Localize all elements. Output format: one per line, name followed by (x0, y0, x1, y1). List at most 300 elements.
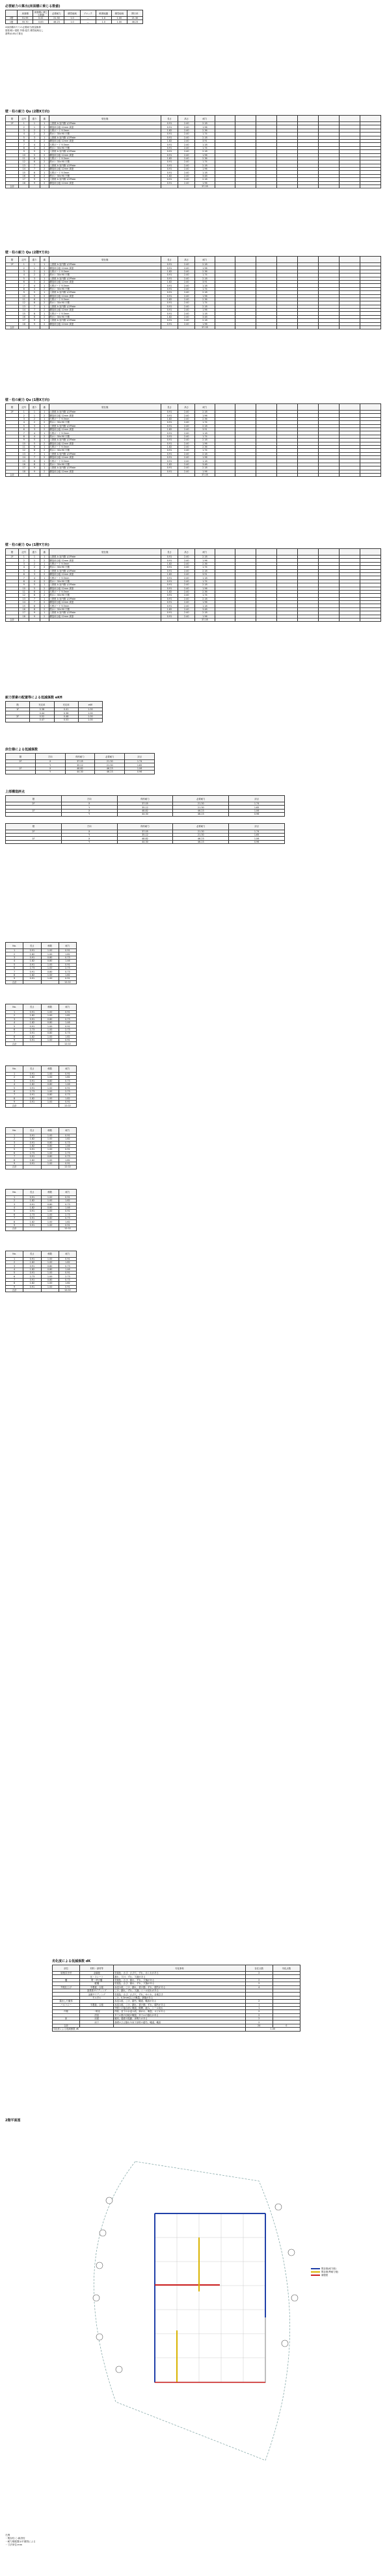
cell (23, 980, 41, 984)
cell: 46.23 (95, 767, 125, 770)
cell: 構造用合板 12mm 真壁 (49, 427, 161, 431)
cell: 1.18 (195, 576, 215, 580)
cell: 1 (245, 2006, 273, 2009)
cell: 51.95 (18, 17, 33, 20)
cell: 水浸み痕、こけ、腐朽、蟻道、蟻害がある (114, 2000, 245, 2003)
walls-1f-y-title: 壁・柱の耐力 Qu (1階Y方向) (5, 543, 49, 547)
cell: 1.06 (125, 767, 155, 770)
cell: 8 (6, 1097, 23, 1100)
cell: 2.18 (195, 439, 215, 442)
cell: 2.18 (195, 277, 215, 280)
cell: 21.30 (95, 760, 125, 763)
cell: 8 (6, 1158, 23, 1162)
cell: 0.80 (41, 1278, 59, 1281)
cell: 0.80 (41, 956, 59, 959)
cell: 9 (6, 1162, 23, 1165)
cell: 6 (29, 157, 40, 160)
cell: 9 (6, 1285, 23, 1288)
cell: 7 (19, 576, 29, 580)
cell: 0.73 (59, 1032, 76, 1035)
cell: 土塗壁 A 室内側 1/2Plate (49, 411, 161, 414)
column-header: 係数 (41, 1251, 59, 1257)
plan-legend (311, 2267, 338, 2277)
column-header-extra (235, 257, 256, 263)
cell: 石膏ボード 9.5mm (49, 590, 161, 593)
cell: 1 (29, 555, 40, 559)
column-header: No. (6, 1189, 23, 1195)
cell: 7 (19, 284, 29, 287)
cell (40, 474, 49, 477)
cell: 1.00 (111, 17, 127, 20)
table-row (6, 185, 381, 188)
column-header-extra (235, 404, 256, 411)
cell: 3.91 (195, 280, 215, 283)
cell: 0.91 (59, 1210, 76, 1213)
cell: 2.40 (178, 583, 195, 587)
cell (41, 980, 59, 984)
cell: 46.23 (173, 840, 229, 843)
cell: 1 (40, 452, 49, 455)
cell: 2.40 (178, 470, 195, 473)
cell (40, 326, 49, 329)
cell: 0.91 (59, 1025, 76, 1028)
cell: 1 (40, 143, 49, 146)
column-header: 必要耐力 (173, 796, 229, 802)
legend-swatch-red (311, 2275, 320, 2276)
cell: 7 (6, 1278, 23, 1281)
cell: 2.40 (178, 594, 195, 597)
cell: 1.00 (41, 1195, 59, 1199)
cell: 0.91 (161, 136, 178, 139)
grid-marker (275, 2204, 282, 2210)
column-header: 高さ (178, 116, 195, 122)
cell: 1 (40, 150, 49, 153)
cell: 2 (40, 153, 49, 157)
cell: 12 (19, 301, 29, 305)
cell: 1.96 (195, 442, 215, 445)
column-header-extra (277, 116, 298, 122)
column-header: 耐力 (59, 1065, 76, 1072)
column-header: 階 (6, 116, 19, 122)
cell: 2.40 (178, 555, 195, 559)
cell-empty (235, 326, 256, 329)
column-header: 記号 (19, 116, 29, 122)
ratio-section (5, 695, 103, 722)
cell: 1.82 (23, 1014, 41, 1017)
cell: 0.91 (161, 587, 178, 590)
strength-header: 必要耐力 (49, 10, 64, 17)
cell: 2 (6, 1014, 23, 1017)
cell (161, 185, 178, 188)
strength-row (6, 20, 143, 23)
cell: 6 (29, 445, 40, 448)
cell: 1 (40, 122, 49, 125)
cell: 3 (6, 1141, 23, 1144)
cell: 0.91 (161, 277, 178, 280)
cell: 1.00 (41, 1158, 59, 1162)
cell: 2.73 (23, 1275, 41, 1278)
cell: 0.91 (161, 449, 178, 452)
cell (23, 1104, 41, 1107)
column-header: 長さ (161, 257, 178, 263)
strength-header: 軟弱地盤 (96, 10, 111, 17)
column-header-extra (360, 549, 381, 555)
cell: 7 (29, 164, 40, 167)
column-header: 壁仕様 (49, 404, 161, 411)
cell: 構造用合板 12mm 真壁 (49, 181, 161, 185)
cell: 2 (40, 470, 49, 473)
plan-note: ・耐力壁配置は平面図による (5, 2540, 36, 2543)
cell-empty (298, 185, 319, 188)
cell: 8 (29, 463, 40, 466)
cell: 2 (19, 125, 29, 129)
cell-empty (215, 326, 235, 329)
cell: 18 (19, 470, 29, 473)
cell: 2.40 (178, 442, 195, 445)
cell: 4 (19, 274, 29, 277)
cell: 2.36 (195, 157, 215, 160)
cell: 2 (40, 294, 49, 298)
cell: 5 (6, 1148, 23, 1151)
cell: 瓦・スレート (80, 1975, 114, 1978)
cell: 2 (29, 566, 40, 569)
cell-empty (277, 185, 298, 188)
cell: 4 (29, 580, 40, 583)
cell: 2 (40, 566, 49, 569)
cell (19, 474, 29, 477)
cell: 1 (29, 559, 40, 562)
cell: 7 (6, 1216, 23, 1219)
column-header: 長さ (161, 549, 178, 555)
cell: — (80, 20, 96, 23)
cell: 1.00 (41, 1134, 59, 1137)
cell: 5 (29, 583, 40, 587)
cell: 17 (19, 611, 29, 615)
table-row (6, 813, 285, 816)
cell: Y (61, 813, 117, 816)
cell: 合計 (6, 980, 23, 984)
cell: 0.91 (161, 459, 178, 463)
cell: 2 (19, 266, 29, 270)
cell: 1.00 (78, 711, 102, 715)
cell: 3.91 (195, 572, 215, 576)
cell: 2 (40, 607, 49, 611)
cell (19, 185, 29, 188)
cell: 0.91 (161, 309, 178, 312)
cell: 2F (6, 830, 62, 833)
plan-title: 2階平面図 (5, 2119, 21, 2123)
strength-header: 床面積 (18, 10, 33, 17)
column-header: 耐力 (59, 1189, 76, 1195)
cell: 2.18 (195, 291, 215, 294)
cell: 1.82 (59, 1076, 76, 1079)
cell: 9 (19, 150, 29, 153)
cell: 0.91 (161, 168, 178, 171)
cell: 5 (29, 442, 40, 445)
cell: 1.18 (195, 284, 215, 287)
cell: 8 (29, 607, 40, 611)
cell: 15 (19, 171, 29, 174)
column-header: 長さ (23, 1127, 41, 1134)
cell: 8 (6, 1282, 23, 1285)
cell: 1 (40, 298, 49, 301)
cell: 土塗壁 A 室内側 1/2Plate (49, 164, 161, 167)
cell: 1 (40, 171, 49, 174)
cell: 10 (19, 587, 29, 590)
column-header-extra (298, 257, 319, 263)
cell: 6 (19, 427, 29, 431)
column-header-extra (319, 116, 340, 122)
walls-2f-x-title: 壁・柱の耐力 Qu (2階X方向) (5, 110, 50, 114)
cell: 窯業系サイディング (80, 1989, 114, 1992)
cell: 0.91 (161, 452, 178, 455)
cell: 4 (6, 1206, 23, 1209)
walls-1f-y-table (5, 548, 381, 622)
cell: 5 (6, 1210, 23, 1213)
cell: 1F (6, 837, 62, 840)
cell: Y (61, 840, 117, 843)
cell: 18 (19, 615, 29, 618)
cell: 2 (40, 139, 49, 142)
cell: 1.00 (41, 1285, 59, 1288)
cell: 8 (29, 174, 40, 177)
cell: 4 (29, 431, 40, 435)
cell (41, 1104, 59, 1107)
cell: 1F (6, 809, 62, 812)
cell: 0.91 (161, 171, 178, 174)
cell: 7 (29, 168, 40, 171)
cell: 7 (29, 452, 40, 455)
cell: 1.82 (23, 1268, 41, 1271)
cell: X (61, 830, 117, 833)
cell: 7 (29, 597, 40, 600)
cell: 0.73 (59, 1278, 76, 1281)
cell: 0.80 (41, 1268, 59, 1271)
cell: 2.36 (195, 298, 215, 301)
cell: 2.18 (195, 569, 215, 572)
cell: 2 (40, 594, 49, 597)
cell: 筋かい 30×90 片側 (49, 301, 161, 305)
cell: 1.65 (229, 833, 285, 836)
cell: 1.82 (59, 1220, 76, 1223)
column-header: 耐力 (59, 943, 76, 949)
cell: 1.46 (59, 1144, 76, 1147)
cell (40, 185, 49, 188)
cell: 1.46 (59, 1206, 76, 1209)
column-header: No. (6, 1065, 23, 1072)
cell: 土塗壁 A 室内側 1/2Plate (49, 555, 161, 559)
cell: 4 (6, 1144, 23, 1147)
cell: 1 (40, 129, 49, 132)
column-header-extra (340, 549, 360, 555)
column-header: 壁仕様 (49, 257, 161, 263)
cell: 13 (19, 452, 29, 455)
cell: 1.46 (59, 1268, 76, 1271)
cell: 0.48 (54, 715, 78, 718)
cell: 0.91 (161, 466, 178, 470)
cell: 1 (40, 157, 49, 160)
legend-label: 補強壁 (321, 2274, 328, 2276)
cell: 0.91 (23, 1285, 41, 1288)
column-header: 番 (40, 257, 49, 263)
cell: 1.65 (229, 806, 285, 809)
cell: 変退色、さび、割れ、ずれ、欠落がある (114, 1982, 245, 1985)
building-outline (155, 2213, 265, 2382)
cell: 2F (6, 122, 19, 125)
cell: 1.00 (245, 2028, 300, 2031)
cell: 0.96 (229, 813, 285, 816)
cell: 0.91 (59, 1271, 76, 1275)
cell: Y (35, 771, 65, 774)
cell: 15 (19, 312, 29, 315)
cell: 1.96 (195, 470, 215, 473)
cell: 4 (19, 421, 29, 424)
cell: 4 (6, 1021, 23, 1025)
cell: 2.73 (23, 1151, 41, 1154)
cell: 46.23 (173, 837, 229, 840)
cell: 3 (29, 569, 40, 572)
cell: 0.91 (23, 1264, 41, 1268)
legend-label: 既存壁(準耐力壁) (321, 2271, 339, 2273)
column-header: 方向 (35, 754, 65, 760)
cell: 構造用合板 12mm 真壁 (49, 587, 161, 590)
column-header-extra (360, 257, 381, 263)
cell: 2.36 (195, 590, 215, 593)
cell: 21.30 (49, 17, 64, 20)
cell: 0.91 (161, 594, 178, 597)
cell: 2.73 (59, 1275, 76, 1278)
cell: 2 (40, 133, 49, 136)
cell: 1 (40, 439, 49, 442)
cell: 2.40 (178, 459, 195, 463)
cell: 2.18 (195, 150, 215, 153)
legend-swatch-yellow (311, 2271, 320, 2273)
cell: 2 (29, 562, 40, 565)
cell: 1.96 (195, 168, 215, 171)
cell: 3 (29, 572, 40, 576)
floor-title: 床仕様による低減係数 (5, 748, 38, 752)
cell: 1.96 (195, 181, 215, 185)
cell: 2.40 (178, 559, 195, 562)
cell: 1.82 (23, 1082, 41, 1086)
cell: 2.40 (178, 263, 195, 266)
cell: 浴室 (80, 2013, 114, 2017)
cell: 1.18 (195, 459, 215, 463)
cell: Y (61, 806, 117, 809)
column-header: 高さ (178, 549, 195, 555)
column-header: 高さ (178, 404, 195, 411)
cell: 2.18 (195, 122, 215, 125)
cell: 水浸み痕、こけ、割れ、抜け節、ずれ、腐朽がある (114, 2003, 245, 2006)
column-header: 長さ (161, 404, 178, 411)
column-header: 充足率 (54, 702, 78, 708)
cell (29, 474, 40, 477)
cell: 2.40 (178, 312, 195, 315)
cell: 1 (40, 576, 49, 580)
cell: 2.40 (178, 301, 195, 305)
column-header: 長さ (23, 1251, 41, 1257)
cell: 石膏ボード 9.5mm (49, 562, 161, 565)
cell (6, 840, 62, 843)
cell: 0.91 (23, 970, 41, 973)
cell: 2 (19, 414, 29, 417)
cell: こけ、0.3mm以上の亀裂、剥落がある (114, 1996, 245, 1999)
cell: 0.91 (59, 1010, 76, 1014)
cell: 基礎のひび割れや床下部材の腐朽、蟻道、蟻害 (114, 2021, 245, 2024)
cell: 1.96 (195, 322, 215, 325)
cell: 5 (6, 963, 23, 966)
cell: 構造用合板 12mm 真壁 (49, 309, 161, 312)
column-header-extra (256, 404, 277, 411)
cell: 18 (19, 181, 29, 185)
summary-section (5, 789, 285, 844)
cell: 2F (6, 715, 30, 718)
cell: 11 (19, 445, 29, 448)
column-header: 階 (6, 796, 62, 802)
cell: 2 (245, 2000, 273, 2003)
cell: 0.91 (161, 178, 178, 181)
cell: 0.91 (161, 555, 178, 559)
cell: 1.00 (41, 1223, 59, 1227)
cell: 2.40 (178, 604, 195, 607)
small-table (5, 1065, 77, 1108)
cell: 4 (29, 146, 40, 149)
cell: 8 (19, 580, 29, 583)
cell: 8 (6, 973, 23, 976)
cell: 0.80 (41, 1141, 59, 1144)
cell: 2 (40, 125, 49, 129)
column-header: 耐力 (59, 1251, 76, 1257)
cell: 5 (29, 291, 40, 294)
cell: 3.48 (195, 607, 215, 611)
cell: 0.91 (161, 583, 178, 587)
column-header-extra (256, 549, 277, 555)
cell: 1.82 (161, 270, 178, 273)
cell: 1 (40, 164, 49, 167)
cell: 1.74 (195, 580, 215, 583)
cell: 2.73 (23, 1028, 41, 1031)
cell: 1.00 (41, 1076, 59, 1079)
cell: 土塗壁 A 室内側 1/2Plate (49, 150, 161, 153)
cell-empty (215, 618, 235, 622)
column-header: 評点 (125, 754, 155, 760)
cell: 1 (40, 178, 49, 181)
strength-header (6, 10, 18, 17)
cell: 1.00 (41, 1210, 59, 1213)
small-table (5, 1127, 77, 1169)
cell: 16 (19, 315, 29, 318)
cell: 0.52 (30, 715, 54, 718)
cell: 5 (19, 277, 29, 280)
cell: 石膏ボード 9.5mm (49, 576, 161, 580)
cell-empty (215, 474, 235, 477)
cell: 0.91 (161, 439, 178, 442)
cell: 21.30 (173, 830, 229, 833)
cell: 軒・呼び樋 (80, 1978, 114, 1982)
cell: 5 (29, 439, 40, 442)
strength-header: 積雪地域 (111, 10, 127, 17)
cell: 1.74 (229, 802, 285, 806)
weak-table (52, 1965, 300, 2032)
cell: 2.40 (178, 309, 195, 312)
cell: 4 (29, 576, 40, 580)
walls-1f-y (5, 542, 381, 622)
cell: 9 (19, 583, 29, 587)
cell: 0.91 (23, 1216, 41, 1219)
cell: 外壁との接合部に亀裂、隙間、緩み、シール切れ (114, 2006, 245, 2009)
cell: 5 (29, 153, 40, 157)
floor-section (5, 747, 155, 774)
